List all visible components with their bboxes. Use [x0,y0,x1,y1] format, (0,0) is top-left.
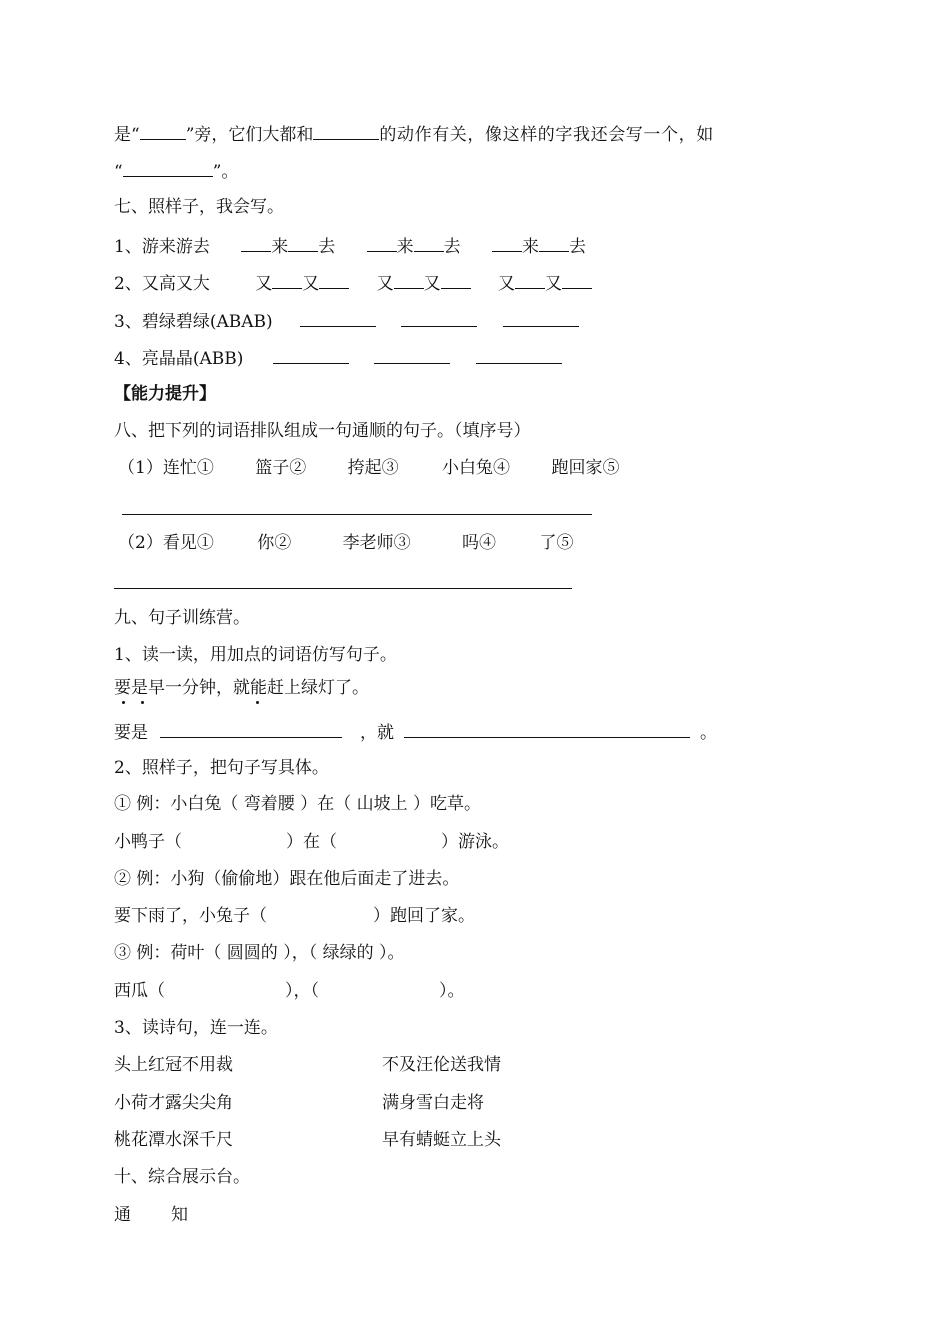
emphasis-dot [122,701,125,704]
text: ”。 [212,162,239,182]
example: 1、游来游去 [114,237,210,257]
text: 来 [271,237,289,257]
text: 要是 [114,723,148,743]
word: 吗④ [462,533,497,553]
answer-blank[interactable] [319,270,349,289]
word: 挎起③ [347,458,399,478]
text: 又 [498,274,516,294]
answer-blank[interactable] [441,270,471,289]
sec9-s1-answer [114,719,717,744]
sec9-ex3-question [114,980,465,1002]
sec9-ex1: ① 例：小白兔（ 弯着腰 ）在（ 山坡上 ）吃草。 [114,794,482,814]
answer-blank[interactable] [272,270,302,289]
answer-blank[interactable] [476,345,562,364]
sec9-s1-example: 要是早一分钟，就能赶上绿灯了。 [114,678,369,698]
answer-blank[interactable] [515,270,545,289]
text: 来 [396,237,414,257]
answer-blank[interactable] [492,233,522,252]
text: ）。 [439,981,465,1001]
poem-right-1[interactable]: 不及汪伦送我情 [382,1055,501,1075]
poem-right-3[interactable]: 早有蜻蜓立上头 [382,1130,501,1150]
text: 来 [522,237,540,257]
text: 又 [255,274,273,294]
sec9-ex1-question [114,831,509,853]
sec9-s1-title: 1、读一读，用加点的词语仿写句子。 [114,645,397,665]
text: 知 [171,1205,188,1225]
sec9-ex3: ③ 例：荷叶（ 圆圆的 ），（ 绿绿的 ）。 [114,943,405,963]
text: 通 [114,1205,131,1225]
text: ）游泳。 [441,832,509,852]
answer-blank[interactable] [241,233,271,252]
sec9-title: 九、句子训练营。 [114,608,250,628]
text: 去 [569,237,587,257]
answer-blank[interactable] [160,719,342,738]
notice-heading [114,1204,188,1226]
text: 又 [376,274,394,294]
word: （2）看见① [118,533,214,553]
answer-blank[interactable] [300,308,376,327]
text: 去 [318,237,336,257]
emphasis-dot [141,701,144,704]
sec9-s3-title: 3、读诗句，连一连。 [114,1018,278,1038]
word: 小白兔④ [442,458,511,478]
answer-line[interactable] [114,588,572,589]
ability-title: 【能力提升】 [114,384,216,404]
sec8-q1 [118,457,619,479]
text: 又 [423,274,441,294]
answer-blank[interactable] [140,121,186,140]
sec10-title: 十、综合展示台。 [114,1167,250,1187]
sec6-line-1 [114,121,714,146]
answer-line[interactable] [122,514,592,515]
word: 跑回家⑤ [551,458,620,478]
text: 。 [700,723,717,743]
answer-blank[interactable] [123,158,213,177]
text: “ [114,162,123,182]
text: 去 [443,237,461,257]
sec9-ex2: ② 例：小狗（偷偷地）跟在他后面走了进去。 [114,869,460,889]
sec7-row-2 [114,270,592,295]
word: 你② [257,533,292,553]
word: 李老师③ [342,533,411,553]
answer-blank[interactable] [313,121,379,140]
text: 要下雨了，小兔子（ [114,906,267,926]
sec7-row-4 [114,345,562,370]
sec7-title: 七、照样子，我会写。 [114,197,284,217]
sec6-line-2 [114,158,238,183]
example: 4、亮晶晶(ABB) [114,349,244,369]
answer-blank[interactable] [404,719,690,738]
answer-blank[interactable] [288,233,318,252]
answer-blank[interactable] [503,308,579,327]
text: ）在（ [286,832,337,852]
answer-blank[interactable] [273,345,349,364]
answer-blank[interactable] [367,233,397,252]
poem-left-2[interactable]: 小荷才露尖尖角 [114,1093,233,1113]
text: 的动作有关，像这样的字我还会写一个，如 [379,125,714,145]
text: 又 [545,274,563,294]
answer-blank[interactable] [414,233,444,252]
answer-blank[interactable] [562,270,592,289]
word: 了⑤ [539,533,574,553]
text: 又 [302,274,320,294]
sec9-ex2-question [114,905,475,927]
sec8-q2 [118,532,573,554]
answer-blank[interactable] [374,345,450,364]
word: 篮子② [255,458,307,478]
text: ，就 [360,723,394,743]
text: 小鸭子（ [114,832,182,852]
sec7-row-3 [114,308,579,333]
text: 是“ [114,125,140,145]
example: 2、又高又大 [114,274,210,294]
text: ），（ [285,981,319,1001]
poem-left-1[interactable]: 头上红冠不用裁 [114,1055,233,1075]
emphasis-dot [256,701,259,704]
text: ”旁，它们大都和 [185,125,314,145]
answer-blank[interactable] [539,233,569,252]
poem-left-3[interactable]: 桃花潭水深千尺 [114,1130,233,1150]
text: ）跑回了家。 [373,906,475,926]
sec8-title: 八、把下列的词语排队组成一句通顺的句子。（填序号） [114,421,531,441]
answer-blank[interactable] [394,270,424,289]
word: （1）连忙① [118,458,214,478]
sec7-row-1 [114,233,586,258]
sec9-s2-title: 2、照样子，把句子写具体。 [114,758,329,778]
poem-right-2[interactable]: 满身雪白走将 [382,1093,484,1113]
answer-blank[interactable] [401,308,477,327]
text: 西瓜（ [114,981,165,1001]
example: 3、碧绿碧绿(ABAB) [114,312,273,332]
